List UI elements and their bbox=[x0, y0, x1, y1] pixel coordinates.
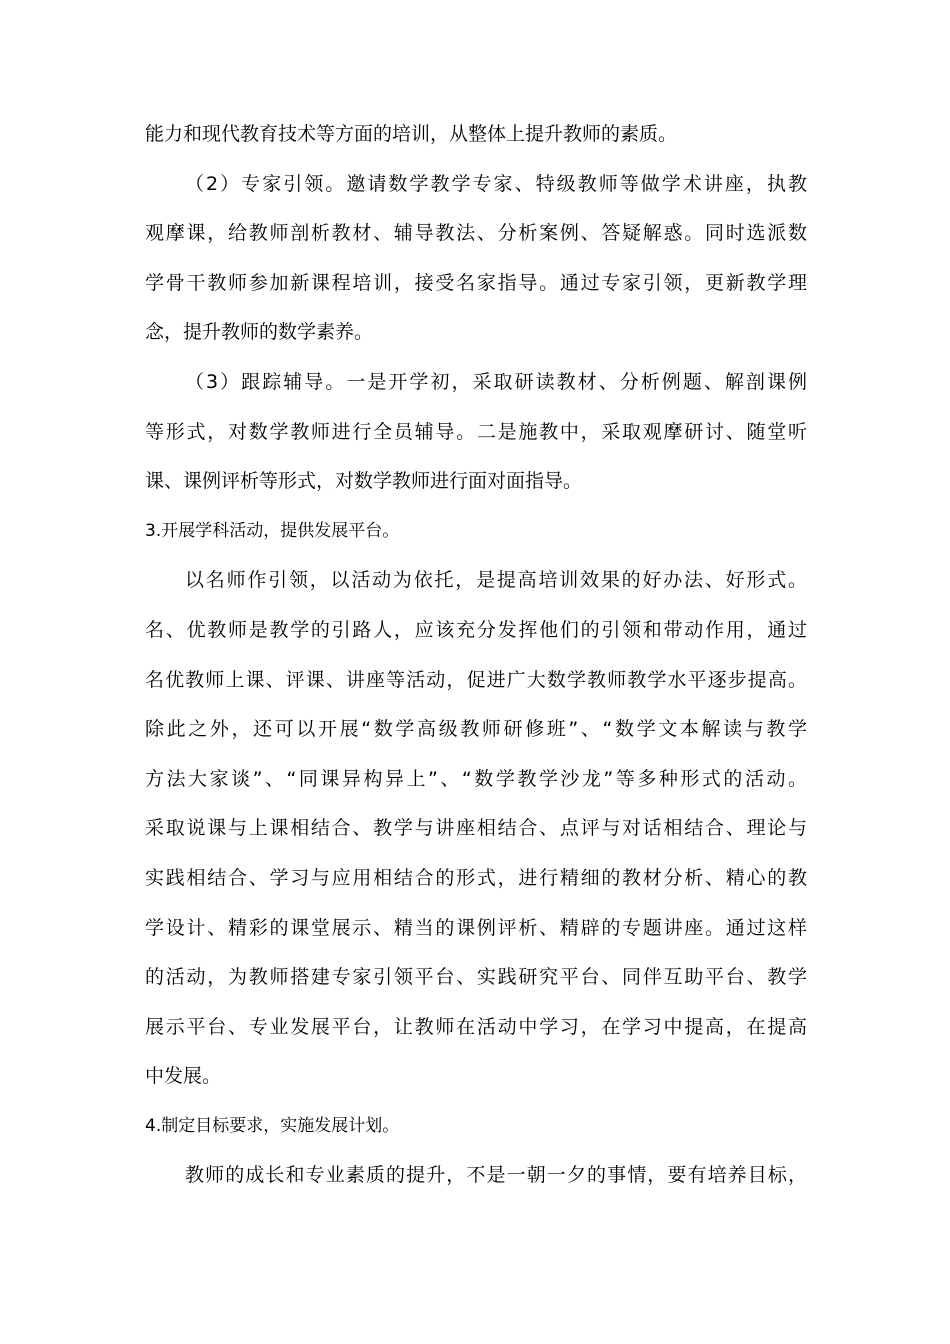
paragraph-line: 中发展。 bbox=[145, 1065, 222, 1088]
document-page bbox=[145, 110, 807, 1201]
paragraph-line: 采取说课与上课相结合、教学与讲座相结合、点评与对话相结合、理论与 bbox=[145, 817, 807, 840]
paragraph-line: 教师的成长和专业素质的提升，不是一朝一夕的事情，要有培养目标， bbox=[185, 1164, 807, 1187]
paragraph-line: 学骨干教师参加新课程培训，接受名家指导。通过专家引领，更新教学理 bbox=[145, 271, 807, 294]
paragraph-line: 名、优教师是教学的引路人，应该充分发挥他们的引领和带动作用，通过 bbox=[145, 618, 807, 641]
section-heading: 4.制定目标要求，实施发展计划。 bbox=[145, 1115, 400, 1136]
paragraph-line: 能力和现代教育技术等方面的培训，从整体上提升教师的素质。 bbox=[145, 123, 678, 145]
paragraph-line: 实践相结合、学习与应用相结合的形式，进行精细的教材分析、精心的教 bbox=[145, 866, 807, 889]
paragraph-line: 念，提升教师的数学素养。 bbox=[145, 321, 374, 344]
section-heading: 3.开展学科活动，提供发展平台。 bbox=[145, 520, 400, 541]
paragraph-line: 除此之外，还可以开展“数学高级教师研修班”、“数学文本解读与教学 bbox=[145, 718, 807, 741]
paragraph-line: 等形式，对数学教师进行全员辅导。二是施教中，采取观摩研讨、随堂听 bbox=[145, 420, 807, 443]
paragraph-line: （3）跟踪辅导。一是开学初，采取研读教材、分析例题、解剖课例 bbox=[185, 370, 807, 393]
paragraph-line: 观摩课，给教师剖析教材、辅导教法、分析案例、答疑解惑。同时选派数 bbox=[145, 222, 807, 245]
paragraph-line: 学设计、精彩的课堂展示、精当的课例评析、精辟的专题讲座。通过这样 bbox=[145, 916, 807, 939]
paragraph-line: 以名师作引领，以活动为依托，是提高培训效果的好办法、好形式。 bbox=[185, 569, 807, 592]
paragraph-line: （2）专家引领。邀请数学教学专家、特级教师等做学术讲座，执教 bbox=[185, 172, 807, 195]
paragraph-line: 课、课例评析等形式，对数学教师进行面对面指导。 bbox=[145, 470, 583, 493]
paragraph-line: 的活动，为教师搭建专家引领平台、实践研究平台、同伴互助平台、教学 bbox=[145, 966, 807, 989]
paragraph-line: 方法大家谈”、“同课异构异上”、“数学教学沙龙”等多种形式的活动。 bbox=[145, 767, 807, 790]
paragraph-line: 名优教师上课、评课、讲座等活动，促进广大数学教师教学水平逐步提高。 bbox=[145, 668, 807, 691]
paragraph-line: 展示平台、专业发展平台，让教师在活动中学习，在学习中提高，在提高 bbox=[145, 1015, 807, 1038]
